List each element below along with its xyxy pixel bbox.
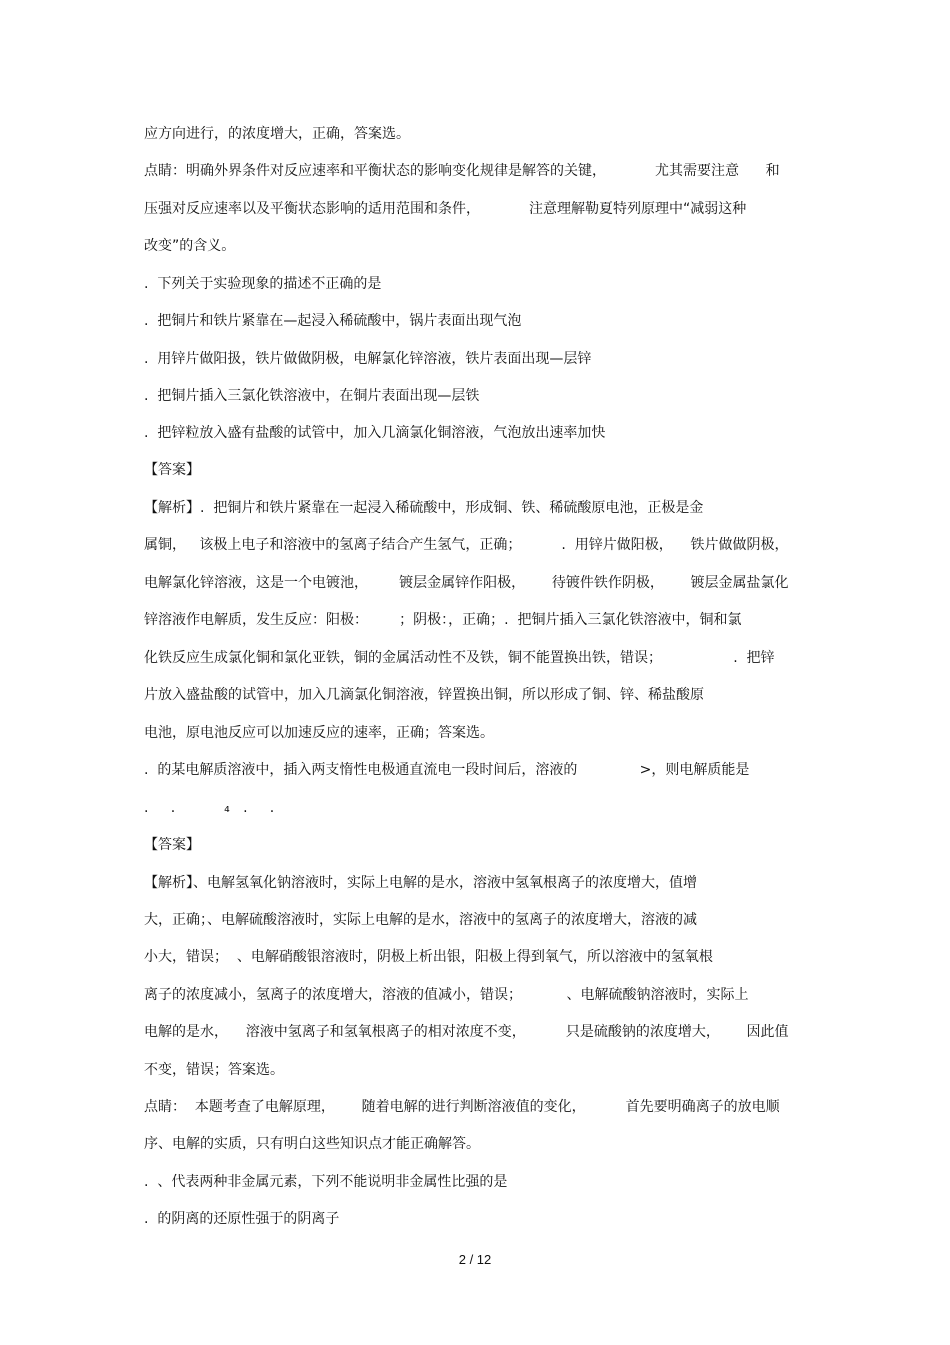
text-line: . . ₄ . . xyxy=(144,800,275,816)
text-line: 离子的浓度减小，氢离子的浓度增大，溶液的值减小，错误； 、电解硫酸钠溶液时，实际上 xyxy=(144,987,749,1003)
text-line: . 、代表两种非金属元素，下列不能说明非金属性比强的是 xyxy=(144,1174,508,1190)
text-line: 小大，错误； 、电解硝酸银溶液时，阴极上析出银，阳极上得到氧气，所以溶液中的氢氧根 xyxy=(144,949,713,965)
text-line: 化铁反应生成氯化铜和氯化亚铁，铜的金属活动性不及铁，铜不能置换出铁，错误； . 把锌 xyxy=(144,650,775,666)
text-line: 锌溶液作电解质，发生反应：阳极： ；阴极：，正确；. 把铜片插入三氯化铁溶液中，铜和氯 xyxy=(144,612,742,628)
text-line: 属铜， 该极上电子和溶液中的氢离子结合产生氢气，正确； . 用锌片做阳极， 铁片做做阴极， xyxy=(144,537,789,553)
text-line: 压强对反应速率以及平衡状态影响的适用范围和条件， 注意理解勒夏特列原理中“减弱这种 xyxy=(144,201,747,217)
text-line: 点睛：明确外界条件对反应速率和平衡状态的影响变化规律是解答的关键， 尤其需要注意 和 xyxy=(144,163,780,179)
text-line: 【解析】. 把铜片和铁片紧靠在一起浸入稀硫酸中，形成铜、铁、稀硫酸原电池，正极是金 xyxy=(144,500,704,516)
text-line: . 下列关于实验现象的描述不正确的是 xyxy=(144,276,382,292)
text-line: 【解析】、电解氢氧化钠溶液时，实际上电解的是水，溶液中氢氧根离子的浓度增大，值增 xyxy=(144,875,697,891)
text-line: 电解氯化锌溶液，这是一个电镀池， 镀层金属锌作阳极， 待镀件铁作阴极， 镀层金属盐氯化 xyxy=(144,575,789,591)
text-line: 电解的是水， 溶液中氢离子和氢氧根离子的相对浓度不变， 只是硫酸钠的浓度增大， 因此值 xyxy=(144,1024,789,1040)
text-line: 点睛： 本题考查了电解原理， 随着电解的进行判断溶液值的变化， 首先要明确离子的放电顺 xyxy=(144,1099,780,1115)
text-line: . 把锌粒放入盛有盐酸的试管中，加入几滴氯化铜溶液，气泡放出速率加快 xyxy=(144,425,606,441)
text-line: 【答案】 xyxy=(144,837,200,853)
text-line: . 的阴离的还原性强于的阴离子 xyxy=(144,1211,340,1227)
text-line: 不变，错误；答案选。 xyxy=(144,1062,284,1078)
text-line: 片放入盛盐酸的试管中，加入几滴氯化铜溶液，锌置换出铜，所以形成了铜、锌、稀盐酸原 xyxy=(144,687,704,703)
text-line: 电池，原电池反应可以加速反应的速率，正确；答案选。 xyxy=(144,725,494,741)
text-line: 序、电解的实质，只有明白这些知识点才能正确解答。 xyxy=(144,1136,480,1152)
page-number: 2 / 12 xyxy=(458,1252,492,1267)
text-line: 【答案】 xyxy=(144,462,200,478)
text-line: 应方向进行，的浓度增大，正确，答案选。 xyxy=(144,126,410,142)
text-line: . 用锌片做阳扱，铁片做做阴极，电解氯化锌溶液，铁片表面出现—层锌 xyxy=(144,351,592,367)
text-line: . 把铜片插入三氯化铁溶液中，在铜片表面出现—层铁 xyxy=(144,388,480,404)
text-line: 大，正确；、电解硫酸溶液时，实际上电解的是水，溶液中的氢离子的浓度增大，溶液的减 xyxy=(144,912,697,928)
text-line: 改变”的含义。 xyxy=(144,238,236,254)
text-line: . 把铜片和铁片紧靠在—起浸入稀硫酸中，锅片表面出现气泡 xyxy=(144,313,522,329)
text-line: . 的某电解质溶液中，插入两支惰性电极通直流电一段时间后，溶液的 >，则电解质能是 xyxy=(144,762,750,778)
